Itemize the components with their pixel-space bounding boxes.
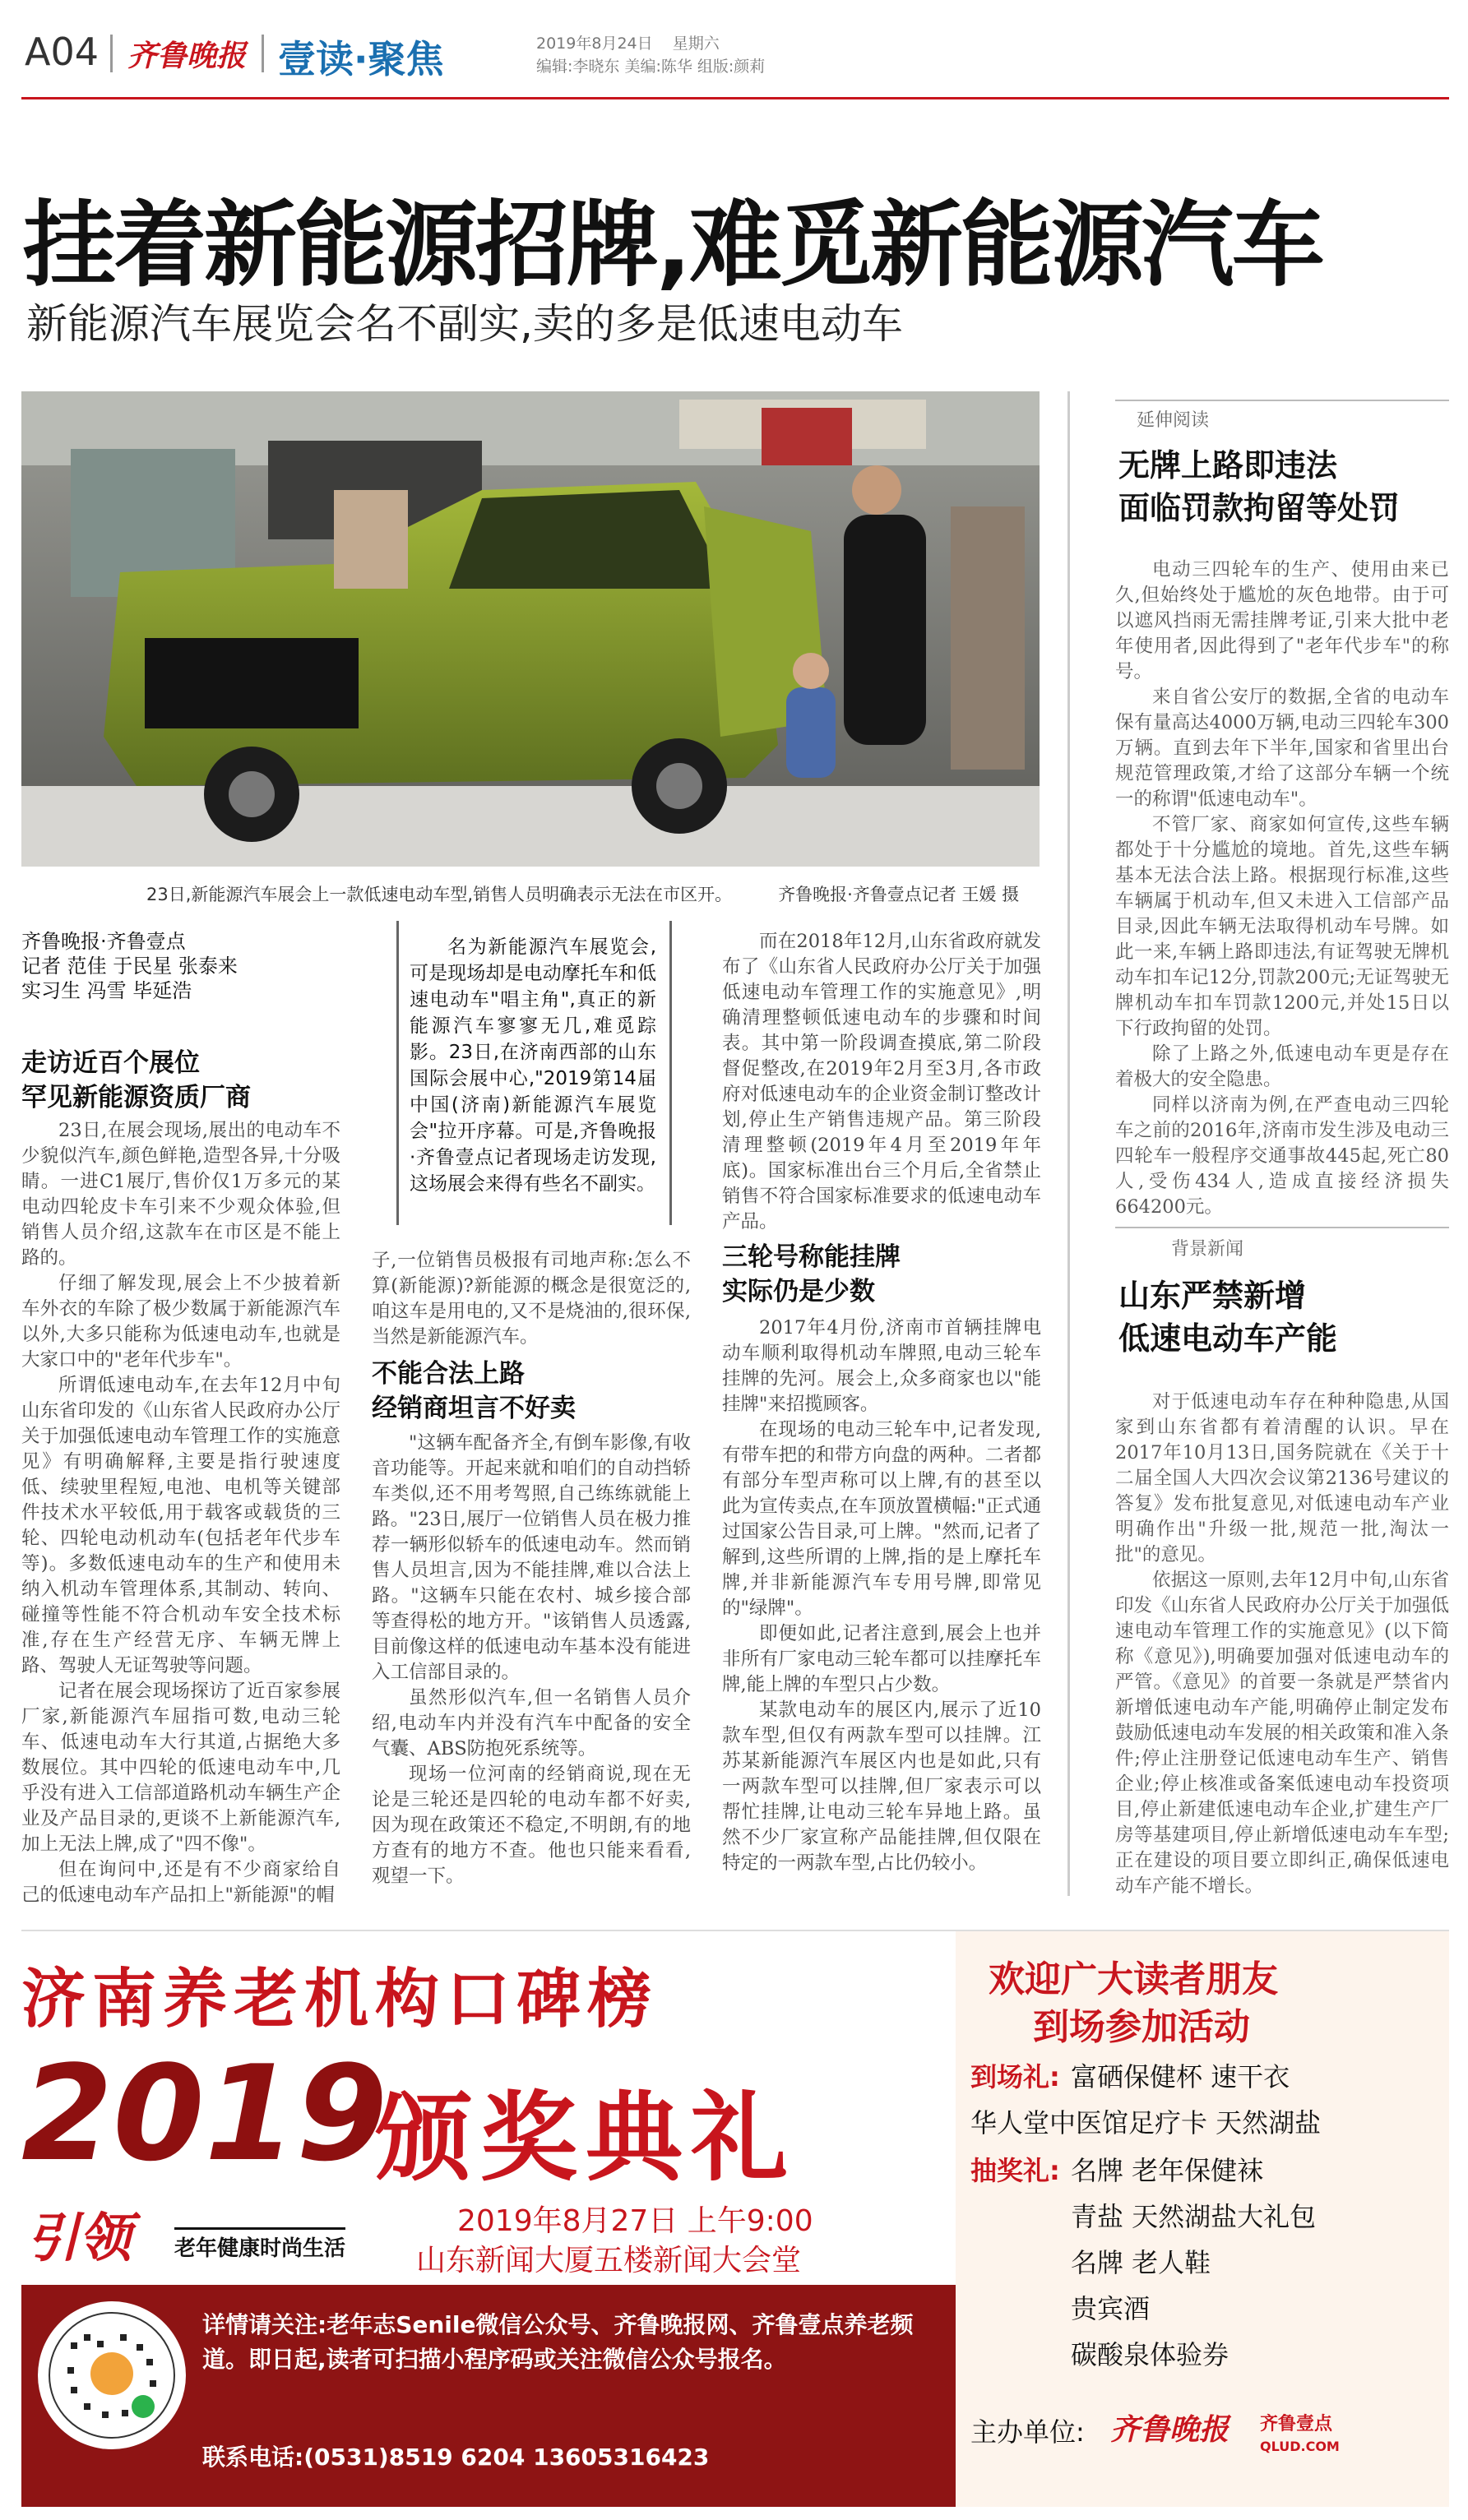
ad-gift-item: 富硒保健杯 速干衣: [1071, 2061, 1290, 2092]
sidebar-title-1: 无牌上路即违法 面临罚款拘留等处罚: [1118, 447, 1401, 526]
byline-reporters: 记者 范佳 于民星 张泰来: [21, 955, 238, 978]
article-column-3: [722, 1315, 1041, 1891]
paragraph: 来自省公安厅的数据,全省的电动车保有量高达4000万辆,电动三四轮车300万辆。直到去年下半年,国家和省里出台规范管理政策,才给了这部分车辆一个统一的称谓"低速电动车"。: [1115, 687, 1449, 810]
paragraph: 记者在展会现场探访了近百家参展厂家,新能源汽车屈指可数,电动三轮车、低速电动车大行其道,占据绝大多数展位。其中四轮的低速电动车中,几乎没有进入工信部道路机动车辆生产企业及产品目录的,更谈不上新能源汽车,加上无法上牌,成了"四不像"。: [21, 1681, 340, 1855]
section-title-2: 不能合法上路 经销商坦言不好卖: [372, 1359, 576, 1423]
sidebar-body-2: [1115, 1389, 1449, 1897]
ad-left-panel: [21, 1931, 956, 2507]
paragraph: 在现场的电动三轮车中,记者发现,有带车把的和带方向盘的两种。二者都有部分车型声称可以上牌,有的甚至以此为宣传卖点,在车顶放置横幅:"正式通过国家公告目录,可上牌。"然而,记者了解到,这些所谓的上牌,指的是上摩托车牌,并非新能源汽车专用号牌,即常见的"绿牌"。: [722, 1419, 1041, 1619]
mini-program-qr-code: [38, 2301, 186, 2449]
ad-right-panel: [956, 1931, 1449, 2507]
ad-gift-item: 华人堂中医馆足疗卡 天然湖盐: [970, 2107, 1322, 2139]
subheadline: 新能源汽车展览会名不副实,卖的多是低速电动车: [26, 300, 903, 348]
newspaper-logo: 齐鲁晚报: [127, 39, 247, 73]
section-title-3: 三轮号称能挂牌 实际仍是少数: [722, 1242, 901, 1306]
ad-organizer-label: 主办单位:: [970, 2416, 1085, 2448]
ad-lottery-label: 抽奖礼:: [970, 2155, 1060, 2186]
paragraph: 所谓低速电动车,在去年12月中旬山东省印发的《山东省人民政府办公厅关于加强低速电动车管理工作的实施意见》有明确解释,主要是指行驶速度低、续驶里程短,电池、电机等关键部件技术水平较低,用于载客或载货的三轮、四轮电动机动车(包括老年代步车等)。多数低速电动车的生产和使用未纳入机动车管理体系,其制动、转向、碰撞等性能不符合机动车安全技术标准,存在生产经营无序、车辆无牌上路、驾驶人无证驾驶等问题。: [21, 1375, 340, 1676]
ad-title: 济南养老机构口碑榜: [21, 1962, 659, 2037]
article-column-2: [372, 1431, 691, 1891]
article-column-3-top: [722, 929, 1041, 1232]
news-photo: [21, 391, 1040, 867]
ad-contact: 联系电话:(0531)8519 6204 13605316423: [202, 2444, 710, 2471]
paragraph: 电动三四轮车的生产、使用由来已久,但始终处于尴尬的灰色地带。由于可以遮风挡雨无需挂牌考证,引来大批中老年使用者,因此得到了"老年代步车"的称号。: [1115, 559, 1449, 682]
paragraph: 某款电动车的展区内,展示了近10款车型,但仅有两款车型可以挂牌。江苏某新能源汽车展区内也是如此,只有一两款车型可以挂牌,但厂家表示可以帮忙挂牌,让电动三轮车异地上路。虽然不少厂家宣称产品能挂牌,但仅限在特定的一两款车型,占比仍较小。: [722, 1699, 1041, 1874]
section-title-1: 走访近百个展位 罕见新能源资质厂商: [21, 1048, 251, 1112]
lead-rule: [396, 921, 399, 1225]
paragraph: 现场一位河南的经销商说,现在无论是三轮还是四轮的电动车都不好卖,因为现在政策还不稳定,不明朗,有的地方查有的地方不查。他也只能来看看,观望一下。: [372, 1764, 691, 1887]
continued-text: 子,一位销售员极报有司地声称:怎么不算(新能源)?新能源的概念是很宽泛的,咱这车是用电的,又不是烧油的,很环保,当然是新能源汽车。: [372, 1250, 691, 1348]
headline: 挂着新能源招牌,难觅新能源汽车: [23, 191, 1322, 299]
ad-lottery-item: 名牌 老人鞋: [1071, 2247, 1211, 2278]
header-divider: [262, 35, 264, 72]
paragraph: 对于低速电动车存在种种隐患,从国家到山东省都有着清醒的认识。早在2017年10月13日,国务院就在《关于十二届全国人大四次会议第2136号建议的答复》发布批复意见,对低速电动车产业明确作出"升级一批,规范一批,淘汰一批"的意见。: [1115, 1391, 1449, 1565]
paragraph: 不管厂家、商家如何宣传,这些车辆都处于十分尴尬的境地。首先,这些车辆基本无法合法上路。根据现行标准,这些车辆属于机动车,但又未进入工信部产品目录,因此车辆无法取得机动车号牌。如此一来,车辆上路即违法,有证驾驶无牌机动车扣车记12分,罚款200元;无证驾驶无牌机动车扣车罚款1200元,并处15日以下行政拘留的处罚。: [1115, 814, 1449, 1039]
paragraph: 即便如此,记者注意到,展会上也并非所有厂家电动三轮车都可以挂摩托车牌,能上牌的车型只占少数。: [722, 1623, 1041, 1695]
sidebar-rule: [1115, 1227, 1449, 1228]
byline-source: 齐鲁晚报·齐鲁壹点: [21, 930, 186, 953]
header-divider: [110, 35, 113, 72]
ad-organizer-logo-1: 齐鲁晚报: [1110, 2412, 1230, 2447]
header-rule: [21, 97, 1449, 99]
staff-credits: 编辑:李晓东 美编:陈华 组版:颜莉: [536, 58, 766, 76]
paragraph: 23日,在展会现场,展出的电动车不少貌似汽车,颜色鲜艳,造型各异,十分吸睛。一进C1展厅,售价仅1万多元的某电动四轮皮卡车引来不少观众体验,但销售人员介绍,这款车在市区是不能上路的。: [21, 1120, 340, 1269]
sidebar-body-1: [1115, 557, 1449, 1218]
ad-welcome-1: 欢迎广大读者朋友: [989, 1958, 1278, 2000]
paragraph: 同样以济南为例,在严查电动三四轮车之前的2016年,济南市发生涉及电动三四轮车一般程序交通事故445起,死亡80人,受伤434人,造成直接经济损失664200元。: [1115, 1094, 1449, 1218]
ad-lottery-item: 碳酸泉体验券: [1071, 2339, 1230, 2370]
ad-lottery-item: 贵宾酒: [1071, 2293, 1151, 2324]
page-number: A04: [25, 30, 100, 74]
advertisement: [21, 1930, 1449, 2507]
ad-gift-label: 到场礼:: [970, 2061, 1060, 2092]
qr-code-icon: [38, 2301, 186, 2449]
paragraph: 依据这一原则,去年12月中旬,山东省印发《山东省人民政府办公厅关于加强低速电动车管理工作的实施意见》(以下简称《意见》),明确要加强对低速电动车的严管。《意见》的首要一条就是严禁省内新增低速电动车产能,明确停止制定发布鼓励低速电动车发展的相关政策和准入条件;停止注册登记低速电动车生产、销售企业;停止核准或备案低速电动车投资项目,停止新建低速电动车企业,扩建生产厂房等基建项目,停止新增低速电动车车型;正在建设的项目要立即纠正,确保低速电动车产能不增长。: [1115, 1570, 1449, 1897]
issue-date: 2019年8月24日 星期六: [536, 35, 720, 53]
photo-caption: 23日,新能源汽车展会上一款低速电动车型,销售人员明确表示无法在市区开。 齐鲁晚报·齐鲁壹点记者 王媛 摄: [146, 885, 1020, 904]
ad-year: 2019: [21, 2037, 388, 2190]
car-photo-illustration: [21, 391, 1040, 867]
lead-rule: [669, 921, 672, 1225]
sidebar-tag-1: 延伸阅读: [1137, 410, 1210, 431]
ad-venue: 山东新闻大厦五楼新闻大会堂: [416, 2244, 802, 2277]
ad-lottery-item: 名牌 老年保健袜: [1071, 2155, 1264, 2186]
ad-date: 2019年8月27日 上午9:00: [457, 2204, 813, 2238]
article-column-1: [21, 1118, 340, 1906]
paragraph: 仔细了解发现,展会上不少披着新车外衣的车除了极少数属于新能源汽车以外,大多只能称为低速电动车,也就是大家口中的"老年代步车"。: [21, 1273, 340, 1371]
paragraph: 但在询问中,还是有不少商家给自己的低速电动车产品扣上"新能源"的帽: [21, 1859, 340, 1906]
byline: [21, 929, 317, 1003]
lead-paragraph: 名为新能源汽车展览会,可是现场却是电动摩托车和低速电动车"唱主角",真正的新能源汽车寥寥无几,难觅踪影。23日,在济南西部的山东国际会展中心,"2019第14届中国(济南)新能源汽车展览会"拉开序幕。可是,齐鲁晚报·齐鲁壹点记者现场走访发现,这场展会来得有些名不副实。: [410, 936, 656, 1195]
byline-interns: 实习生 冯雪 毕延浩: [21, 979, 192, 1002]
paragraph: 2017年4月份,济南市首辆挂牌电动车顺利取得机动车牌照,电动三轮车挂牌的先河。展会上,众多商家也以"能挂牌"来招揽顾客。: [722, 1317, 1041, 1415]
page-header: [25, 30, 1447, 79]
sidebar-tag-2: 背景新闻: [1171, 1239, 1244, 1260]
ad-slogan: 老年健康时尚生活: [174, 2227, 345, 2262]
sidebar-divider: [1067, 391, 1070, 1896]
paragraph: 而在2018年12月,山东省政府就发布了《山东省人民政府办公厅关于加强低速电动车管理工作的实施意见》,明确清理整顿低速电动车的步骤和时间表。其中第一阶段调查摸底,第二阶段督促整改,在2019年2月至3月,各市政府对低速电动车的企业资金制订整改计划,停止生产销售违规产品。第三阶段清理整顿(2019年4月至2019年年底)。国家标准出台三个月后,全省禁止销售不符合国家标准要求的低速电动车产品。: [722, 931, 1041, 1232]
ad-follow-info: 详情请关注:老年志Senile微信公众号、齐鲁晚报网、齐鲁壹点养老频道。即日起,读者可扫描小程序码或关注微信公众号报名。: [202, 2311, 914, 2373]
ad-lottery-item: 青盐 天然湖盐大礼包: [1071, 2201, 1317, 2232]
section-name: 壹读·聚焦: [278, 37, 444, 81]
ad-brand: 引领: [26, 2208, 132, 2269]
paragraph: 除了上路之外,低速电动车更是存在着极大的安全隐患。: [1115, 1043, 1449, 1090]
ad-organizer-logo-2: 齐鲁壹点 QLUD.COM: [1260, 2414, 1340, 2454]
paragraph: 虽然形似汽车,但一名销售人员介绍,电动车内并没有汽车中配备的安全气囊、ABS防抱死系统等。: [372, 1687, 691, 1759]
sidebar-title-2: 山东严禁新增 低速电动车产能: [1118, 1278, 1338, 1357]
ad-welcome-2: 到场参加活动: [1033, 2006, 1250, 2048]
ad-event: 颁奖典礼: [375, 2080, 797, 2194]
sidebar-rule: [1115, 400, 1449, 401]
paragraph: "这辆车配备齐全,有倒车影像,有收音功能等。开起来就和咱们的自动挡轿车类似,还不用考驾照,自己练练就能上路。"23日,展厅一位销售人员在极力推荐一辆形似轿车的低速电动车。然而销售人员坦言,因为不能挂牌,难以合法上路。"这辆车只能在农村、城乡接合部等查得松的地方开。"该销售人员透露,目前像这样的低速电动车基本没有能进入工信部目录的。: [372, 1432, 691, 1683]
